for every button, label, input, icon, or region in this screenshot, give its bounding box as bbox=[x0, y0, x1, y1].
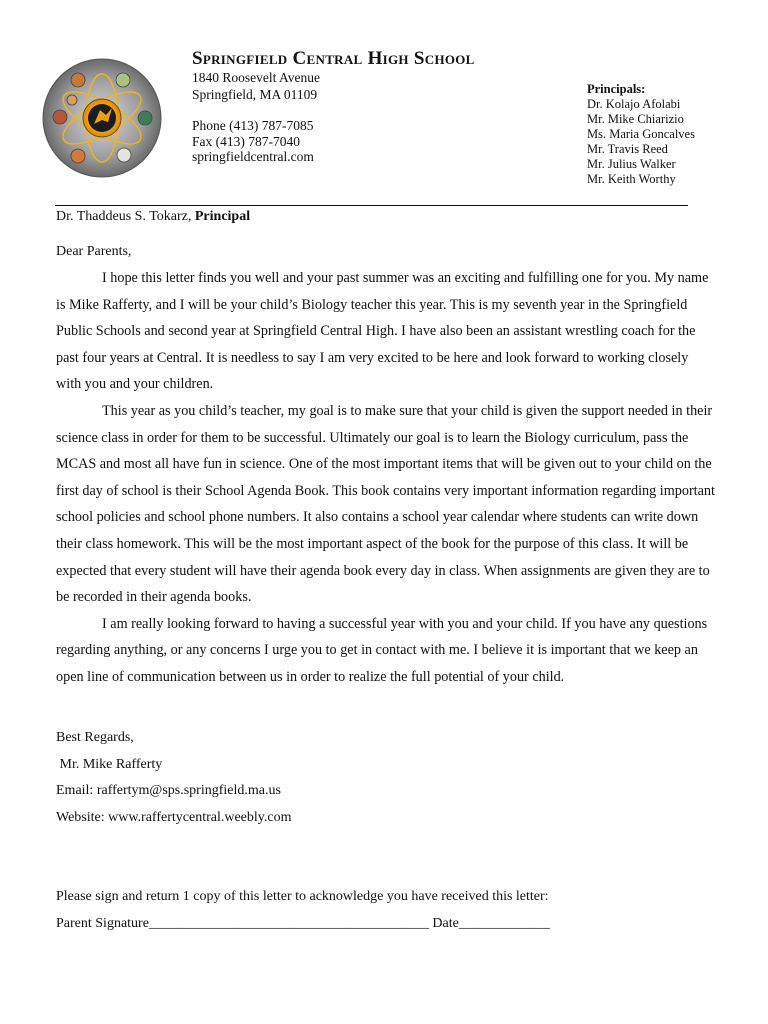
school-name: Springfield Central High School bbox=[192, 48, 475, 69]
head-principal-title: Principal bbox=[194, 209, 251, 224]
acknowledge-instructions: Please sign and return 1 copy of this letter to acknowledge you have received this letter: bbox=[56, 889, 549, 904]
principal-item: Dr. Kolajo Afolabi bbox=[587, 97, 681, 111]
school-seal-icon bbox=[42, 58, 162, 178]
paragraph: I am really looking forward to having a successful year with you and your child. If you have any questions regarding anything, or any concerns I urge you to get in contact with me. I believe it is important that we keep an open line of communication between us in order to realize the full potential of your child. bbox=[56, 615, 708, 685]
closing-block bbox=[56, 725, 291, 831]
address-city: Springfield, MA 01109 bbox=[192, 87, 318, 102]
letter-body bbox=[56, 265, 716, 691]
acknowledgement-block bbox=[56, 883, 550, 937]
phone-number: Phone (413) 787-7085 bbox=[192, 118, 314, 133]
principal-item: Mr. Travis Reed bbox=[587, 142, 668, 156]
letterhead-divider bbox=[55, 205, 688, 206]
principal-item: Mr. Julius Walker bbox=[587, 157, 676, 171]
paragraph: This year as you child’s teacher, my goal is to make sure that your child is given the support needed in their science class in order for them to be successful. Ultimately our goal is to learn the Biology curriculum, pass the MCAS and most all have fun in science. One of the most important items that will be given out to your child on the first day of school is their School Agenda Book. This book contains very important information regarding important school policies and school phone numbers. It also contains a school year calendar where students can write down their class homework. This will be the most important aspect of the book for the purpose of this class. It will be expected that every student will have their agenda book every day in class. When assignments are given they are to be recorded in their agenda books. bbox=[56, 402, 715, 606]
signer-name: Mr. Mike Rafferty bbox=[56, 756, 163, 772]
principals-heading: Principals: bbox=[587, 82, 646, 96]
principal-item: Mr. Keith Worthy bbox=[587, 172, 676, 186]
principal-item: Ms. Maria Goncalves bbox=[587, 127, 695, 141]
school-website: springfieldcentral.com bbox=[192, 149, 314, 164]
principal-item: Mr. Mike Chiarizio bbox=[587, 112, 684, 126]
fax-number: Fax (413) 787-7040 bbox=[192, 134, 300, 149]
address-street: 1840 Roosevelt Avenue bbox=[192, 70, 320, 85]
signature-line: Parent Signature________________________________________ Date_____________ bbox=[56, 916, 550, 931]
head-principal-name: Dr. Thaddeus S. Tokarz, bbox=[56, 209, 192, 224]
salutation: Dear Parents, bbox=[56, 244, 132, 259]
signer-email: Email: raffertym@sps.springfield.ma.us bbox=[56, 783, 281, 798]
principals-list bbox=[587, 82, 695, 187]
head-principal bbox=[56, 209, 250, 225]
closing: Best Regards, bbox=[56, 730, 134, 745]
paragraph: I hope this letter finds you well and your past summer was an exciting and fulfilling one for you. My name is Mike Rafferty, and I will be your child’s Biology teacher this year. This is my seventh year in the Springfield Public Schools and second year at Springfield Central High. I have also been an assistant wrestling coach for the past four years at Central. It is needless to say I am very excited to be here and look forward to working closely with you and your children. bbox=[56, 270, 709, 393]
signer-website: Website: www.raffertycentral.weebly.com bbox=[56, 809, 292, 825]
